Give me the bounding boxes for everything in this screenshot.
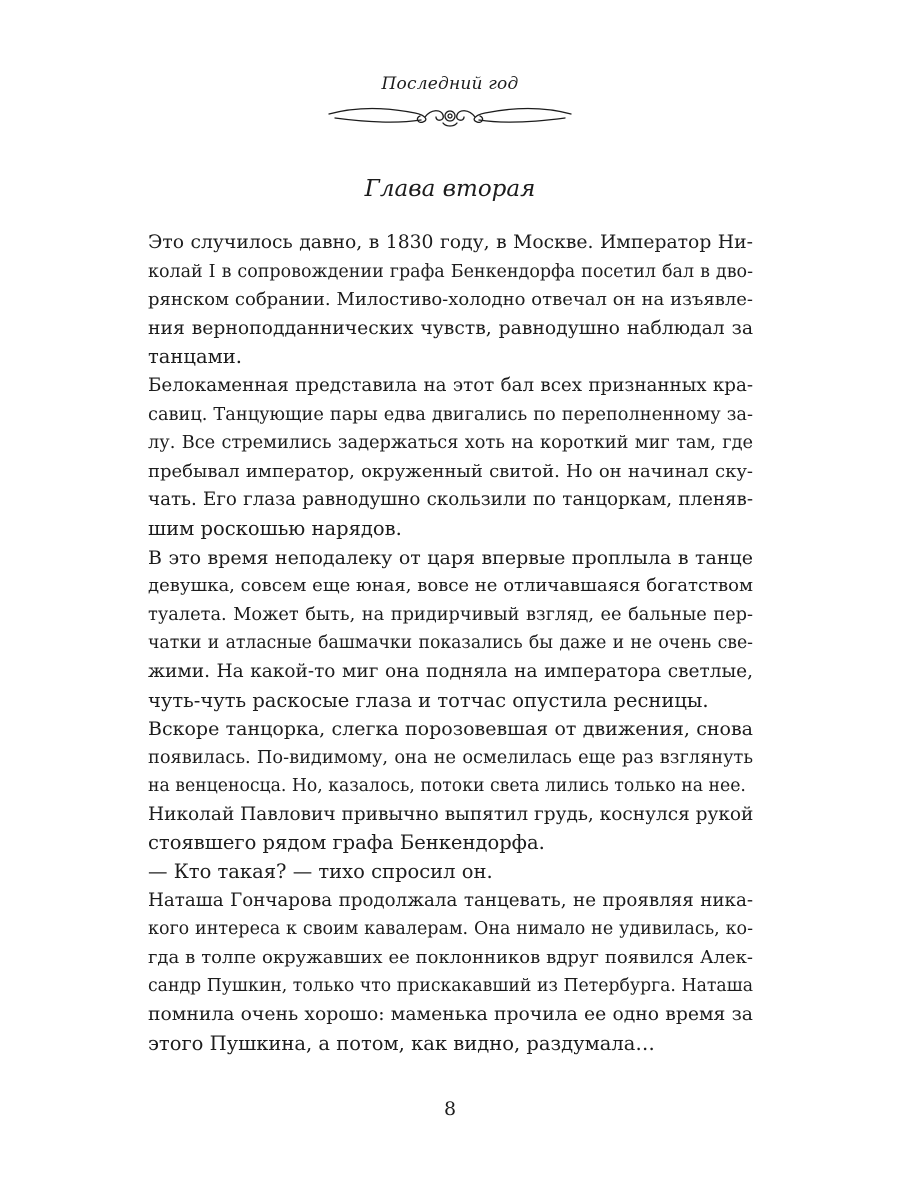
text-line: на венценосца. Но, казалось, потоки света лились только на нее. bbox=[148, 776, 746, 797]
text-line: лу. Все стремились задержаться хоть на короткий миг там, где bbox=[148, 433, 753, 454]
text-line: колай I в сопровождении графа Бенкендорфа посетил бал в дво- bbox=[148, 261, 753, 282]
page-number: 8 bbox=[443, 1098, 457, 1120]
text-line: пребывал император, окруженный свитой. Но он начинал ску- bbox=[148, 460, 753, 482]
text-line: стоявшего рядом графа Бенкендорфа. bbox=[148, 831, 545, 855]
text-line: кого интереса к своим кавалерам. Она нимало не удивилась, ко- bbox=[148, 919, 753, 940]
text-line: чуть-чуть раскосые глаза и тотчас опустила ресницы. bbox=[148, 688, 709, 712]
chapter-title: Глава вторая bbox=[364, 176, 536, 202]
paragraph bbox=[148, 887, 753, 1059]
paragraph bbox=[148, 372, 753, 544]
text-line: Вскоре танцорка, слегка порозовевшая от движения, снова bbox=[148, 718, 753, 741]
text-line: сандр Пушкин, только что прискакавший из Петербурга. Наташа bbox=[148, 976, 753, 997]
text-line: рянском собрании. Милостиво-холодно отвечал он на изъявле- bbox=[148, 289, 753, 311]
text-line: — Кто такая? — тихо спросил он. bbox=[148, 860, 493, 884]
text-line: В это время неподалеку от царя впервые проплыла в танце bbox=[148, 546, 753, 569]
text-line: помнила очень хорошо: маменька прочила ее одно время за bbox=[148, 1004, 753, 1026]
running-head: Последний год bbox=[381, 74, 519, 94]
text-line: жими. На какой-то миг она подняла на императора светлые, bbox=[148, 660, 753, 682]
text-line: гда в толпе окружавших ее поклонников вдруг появился Алек- bbox=[148, 946, 753, 968]
text-line: савиц. Танцующие пары едва двигались по переполненному за- bbox=[148, 404, 753, 425]
paragraph bbox=[148, 715, 753, 801]
text-line: появилась. По-видимому, она не осмелилась еще раз взглянуть bbox=[148, 747, 753, 768]
text-line: чать. Его глаза равнодушно скользили по танцоркам, пленяв- bbox=[148, 489, 753, 511]
body-text bbox=[148, 229, 753, 1058]
paragraph bbox=[148, 229, 753, 372]
paragraph bbox=[148, 801, 753, 858]
text-line: Белокаменная представила на этот бал всех признанных кра- bbox=[148, 374, 753, 396]
text-line: этого Пушкина, а потом, как видно, раздумала… bbox=[148, 1031, 655, 1055]
text-line: Николай Павлович привычно выпятил грудь, коснулся рукой bbox=[148, 803, 754, 825]
text-line: танцами. bbox=[148, 345, 242, 369]
text-line: Это случилось давно, в 1830 году, в Москве. Император Ни- bbox=[148, 232, 753, 253]
paragraph bbox=[148, 858, 753, 887]
text-line: девушка, совсем еще юная, вовсе не отличавшаяся богатством bbox=[148, 575, 753, 597]
text-line: ния верноподданнических чувств, равнодушно наблюдал за bbox=[148, 317, 753, 339]
text-line: туалета. Может быть, на придирчивый взгляд, ее бальные пер- bbox=[148, 604, 753, 625]
text-line: чатки и атласные башмачки показались бы даже и не очень све- bbox=[148, 633, 753, 654]
text-line: Наташа Гончарова продолжала танцевать, не проявляя ника- bbox=[148, 889, 753, 911]
text-line: шим роскошью нарядов. bbox=[148, 516, 402, 540]
paragraph bbox=[148, 544, 753, 716]
flourish-ornament-icon bbox=[325, 103, 575, 131]
